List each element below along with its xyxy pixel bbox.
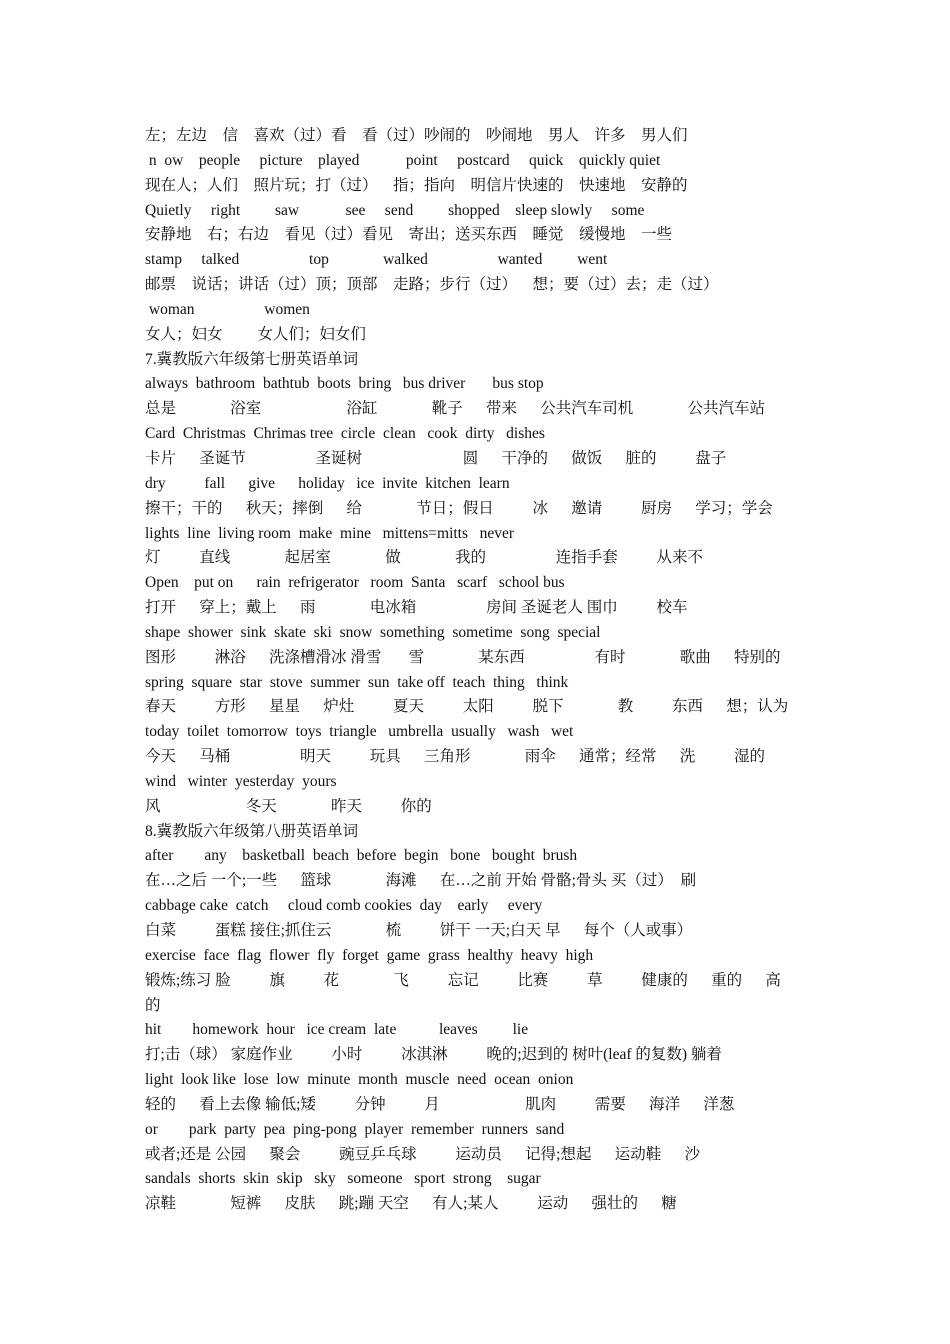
vocabulary-text-block [145,124,825,1217]
text-line: 今天 马桶 明天 玩具 三角形 雨伞 通常；经常 洗 湿的 [145,748,766,766]
text-line: after any basketball beach before begin bone bought brush [145,847,578,865]
text-line: 女人；妇女 女人们；妇女们 [145,325,366,343]
text-line: hit homework hour ice cream late leaves lie [145,1021,529,1039]
text-line: shape shower sink skate ski snow something sometime song special [145,623,601,641]
text-line: stamp talked top walked wanted went [145,251,608,269]
text-line: 或者;还是 公园 聚会 豌豆乒乓球 运动员 记得;想起 运动鞋 沙 [145,1145,700,1163]
text-line: woman women [145,300,310,318]
text-line: 卡片 圣诞节 圣诞树 圆 干净的 做饭 脏的 盘子 [145,449,727,467]
text-line: 轻的 看上去像 输低;矮 分钟 月 肌肉 需要 海洋 洋葱 [145,1095,735,1113]
text-line: today toilet tomorrow toys triangle umbrella usually wash wet [145,723,574,741]
text-line: 总是 浴室 浴缸 靴子 带来 公共汽车司机 公共汽车站 [145,400,766,418]
text-line: 现在人；人们 照片玩；打（过） 指；指向 明信片快速的 快速地 安静的 [145,176,688,194]
text-line: 灯 直线 起居室 做 我的 连指手套 从来不 [145,549,704,567]
text-line: 左；左边 信 喜欢（过）看 看（过）吵闹的 吵闹地 男人 许多 男人们 [145,127,688,144]
text-line: wind winter yesterday yours [145,772,337,790]
text-line: 图形 淋浴 洗涤槽滑冰 滑雪 雪 某东西 有时 歌曲 特别的 [145,648,781,666]
text-line: 在…之后 一个;一些 篮球 海滩 在…之前 开始 骨骼;骨头 买（过） 刷 [145,872,697,890]
text-line: exercise face flag flower fly forget game grass healthy heavy high [145,946,594,964]
text-line: 7.冀教版六年级第七册英语单词 [145,350,359,368]
text-line: dry fall give holiday ice invite kitchen learn [145,474,510,492]
text-line: cabbage cake catch cloud comb cookies day early every [145,897,543,915]
text-line: 8.冀教版六年级第八册英语单词 [145,822,359,840]
text-line: Card Christmas Chrimas tree circle clean cook dirty dishes [145,425,545,443]
text-line: 擦干；干的 秋天；摔倒 给 节日；假日 冰 邀请 厨房 学习；学会 [145,499,773,517]
text-line: 打;击（球） 家庭作业 小时 冰淇淋 晚的;迟到的 树叶(leaf 的复数) 躺着 [145,1046,722,1064]
text-line: or park party pea ping-pong player remember runners sand [145,1120,565,1138]
text-line: spring square star stove summer sun take off teach thing think [145,673,569,691]
text-line: 凉鞋 短裤 皮肤 跳;蹦 天空 有人;某人 运动 强壮的 糖 [145,1195,677,1213]
text-line: 锻炼;练习 脸 旗 花 飞 忘记 比赛 草 健康的 重的 高 [145,971,781,989]
text-line: light look like lose low minute month muscle need ocean onion [145,1071,574,1089]
text-line: always bathroom bathtub boots bring bus driver bus stop [145,375,544,393]
text-line: 春天 方形 星星 炉灶 夏天 太阳 脱下 教 东西 想；认为 [145,698,789,716]
text-line: 打开 穿上；戴上 雨 电冰箱 房间 圣诞老人 围巾 校车 [145,599,688,617]
text-line: 白菜 蛋糕 接住;抓住云 梳 饼干 一天;白天 早 每个（人或事） [145,922,693,939]
text-line: sandals shorts skin skip sky someone sport strong sugar [145,1170,541,1188]
text-line: n ow people picture played point postcard quick quickly quiet [145,151,661,169]
text-line: 风 冬天 昨天 你的 [145,797,432,815]
text-line: 安静地 右；右边 看见（过）看见 寄出；送买东西 睡觉 缓慢地 一些 [145,226,673,244]
text-line: Open put on rain refrigerator room Santa scarf school bus [145,574,565,592]
text-line: lights line living room make mine mittens=mitts never [145,524,515,542]
text-line: 的 [145,996,161,1014]
text-line: 邮票 说话；讲话（过）顶；顶部 走路；步行（过） 想；要（过）去；走（过） [145,276,719,294]
text-line: Quietly right saw see send shopped sleep slowly some [145,201,645,219]
